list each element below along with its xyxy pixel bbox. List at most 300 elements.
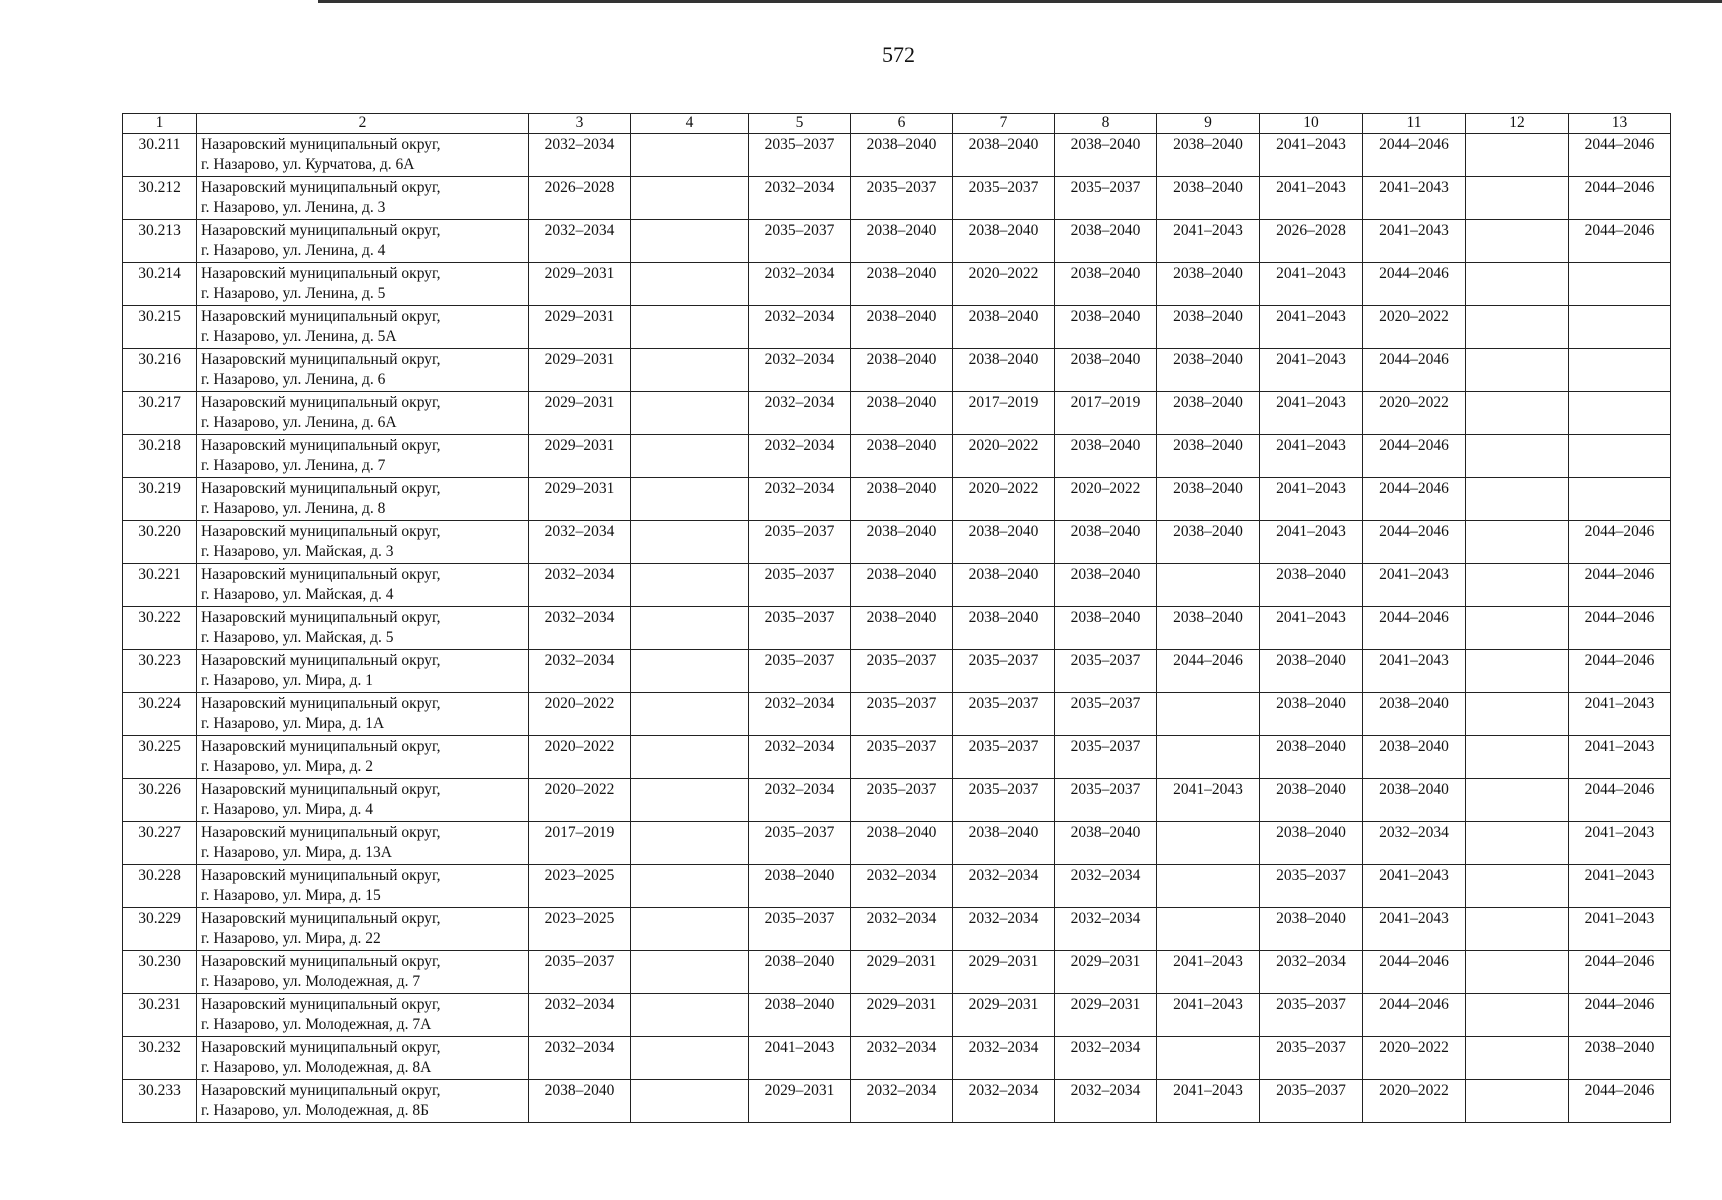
- period-cell-col-6: 2038–2040: [851, 822, 953, 865]
- period-cell-col-8: 2032–2034: [1055, 908, 1157, 951]
- period-cell-col-11: 2041–2043: [1363, 908, 1466, 951]
- address-district: Назаровский муниципальный округ,: [201, 609, 441, 626]
- period-cell-col-12: [1466, 779, 1569, 822]
- period-cell-col-9: 2041–2043: [1157, 951, 1260, 994]
- column-header-9: 9: [1157, 114, 1260, 134]
- address-district: Назаровский муниципальный округ,: [201, 394, 441, 411]
- address-district: Назаровский муниципальный округ,: [201, 1082, 441, 1099]
- period-cell-col-12: [1466, 564, 1569, 607]
- period-cell-col-5: 2035–2037: [749, 521, 851, 564]
- period-cell-col-5: 2032–2034: [749, 392, 851, 435]
- period-cell-col-6: 2035–2037: [851, 177, 953, 220]
- period-cell-col-3: 2029–2031: [529, 263, 631, 306]
- period-cell-col-8: 2035–2037: [1055, 736, 1157, 779]
- period-cell-col-12: [1466, 435, 1569, 478]
- period-cell-col-12: [1466, 220, 1569, 263]
- period-cell-col-8: 2038–2040: [1055, 220, 1157, 263]
- period-cell-col-3: 2032–2034: [529, 607, 631, 650]
- period-cell-col-11: 2038–2040: [1363, 693, 1466, 736]
- period-cell-col-13: [1569, 478, 1671, 521]
- table-row: [123, 865, 1671, 908]
- period-cell-col-4: [631, 134, 749, 177]
- period-cell-col-9: 2041–2043: [1157, 220, 1260, 263]
- address-district: Назаровский муниципальный округ,: [201, 824, 441, 841]
- period-cell-col-9: [1157, 865, 1260, 908]
- period-cell-col-10: 2038–2040: [1260, 908, 1363, 951]
- column-header-8: 8: [1055, 114, 1157, 134]
- address-district: Назаровский муниципальный округ,: [201, 179, 441, 196]
- period-cell-col-5: 2032–2034: [749, 779, 851, 822]
- period-cell-col-9: 2038–2040: [1157, 521, 1260, 564]
- period-cell-col-5: 2038–2040: [749, 865, 851, 908]
- period-cell-col-5: 2032–2034: [749, 435, 851, 478]
- row-number: 30.218: [123, 435, 197, 478]
- address-cell: [197, 822, 529, 865]
- period-cell-col-11: 2038–2040: [1363, 779, 1466, 822]
- table-row: [123, 779, 1671, 822]
- address-district: Назаровский муниципальный округ,: [201, 695, 441, 712]
- period-cell-col-4: [631, 435, 749, 478]
- period-cell-col-7: 2038–2040: [953, 134, 1055, 177]
- address-district: Назаровский муниципальный округ,: [201, 351, 441, 368]
- period-cell-col-5: 2035–2037: [749, 822, 851, 865]
- period-cell-col-3: 2026–2028: [529, 177, 631, 220]
- table-row: [123, 736, 1671, 779]
- period-cell-col-9: [1157, 1037, 1260, 1080]
- address-cell: [197, 779, 529, 822]
- period-cell-col-6: 2038–2040: [851, 435, 953, 478]
- address-district: Назаровский муниципальный округ,: [201, 1039, 441, 1056]
- row-number: 30.211: [123, 134, 197, 177]
- period-cell-col-9: [1157, 564, 1260, 607]
- period-cell-col-13: 2044–2046: [1569, 220, 1671, 263]
- period-cell-col-8: 2038–2040: [1055, 306, 1157, 349]
- period-cell-col-13: 2041–2043: [1569, 908, 1671, 951]
- period-cell-col-13: 2041–2043: [1569, 693, 1671, 736]
- period-cell-col-4: [631, 951, 749, 994]
- period-cell-col-12: [1466, 607, 1569, 650]
- period-cell-col-8: 2038–2040: [1055, 435, 1157, 478]
- period-cell-col-6: 2035–2037: [851, 779, 953, 822]
- period-cell-col-7: 2038–2040: [953, 349, 1055, 392]
- address-district: Назаровский муниципальный округ,: [201, 996, 441, 1013]
- period-cell-col-4: [631, 392, 749, 435]
- address-cell: [197, 865, 529, 908]
- period-cell-col-8: 2032–2034: [1055, 865, 1157, 908]
- period-cell-col-6: 2035–2037: [851, 693, 953, 736]
- table-row: [123, 263, 1671, 306]
- address-street: г. Назарово, ул. Ленина, д. 4: [201, 242, 386, 259]
- column-header-12: 12: [1466, 114, 1569, 134]
- period-cell-col-9: 2038–2040: [1157, 177, 1260, 220]
- column-header-6: 6: [851, 114, 953, 134]
- schedule-table: [122, 113, 1671, 1123]
- table-row: [123, 306, 1671, 349]
- table-row: [123, 220, 1671, 263]
- period-cell-col-8: 2029–2031: [1055, 951, 1157, 994]
- table-row: [123, 908, 1671, 951]
- period-cell-col-10: 2038–2040: [1260, 564, 1363, 607]
- table-row: [123, 349, 1671, 392]
- address-district: Назаровский муниципальный округ,: [201, 566, 441, 583]
- period-cell-col-11: 2020–2022: [1363, 392, 1466, 435]
- address-street: г. Назарово, ул. Молодежная, д. 7: [201, 973, 421, 990]
- table-row: [123, 521, 1671, 564]
- period-cell-col-13: [1569, 392, 1671, 435]
- address-district: Назаровский муниципальный округ,: [201, 953, 441, 970]
- address-street: г. Назарово, ул. Ленина, д. 7: [201, 457, 386, 474]
- period-cell-col-9: 2038–2040: [1157, 134, 1260, 177]
- period-cell-col-3: 2023–2025: [529, 908, 631, 951]
- period-cell-col-3: 2029–2031: [529, 349, 631, 392]
- period-cell-col-3: 2020–2022: [529, 693, 631, 736]
- period-cell-col-13: 2041–2043: [1569, 822, 1671, 865]
- period-cell-col-12: [1466, 349, 1569, 392]
- address-district: Назаровский муниципальный округ,: [201, 308, 441, 325]
- period-cell-col-11: 2044–2046: [1363, 607, 1466, 650]
- period-cell-col-8: 2038–2040: [1055, 607, 1157, 650]
- period-cell-col-5: 2029–2031: [749, 1080, 851, 1123]
- address-cell: [197, 1037, 529, 1080]
- period-cell-col-6: 2038–2040: [851, 349, 953, 392]
- period-cell-col-12: [1466, 1037, 1569, 1080]
- period-cell-col-6: 2038–2040: [851, 220, 953, 263]
- period-cell-col-10: 2041–2043: [1260, 607, 1363, 650]
- row-number: 30.219: [123, 478, 197, 521]
- period-cell-col-7: 2035–2037: [953, 650, 1055, 693]
- period-cell-col-11: 2044–2046: [1363, 349, 1466, 392]
- period-cell-col-9: 2038–2040: [1157, 478, 1260, 521]
- address-street: г. Назарово, ул. Мира, д. 1А: [201, 715, 385, 732]
- period-cell-col-4: [631, 693, 749, 736]
- address-cell: [197, 607, 529, 650]
- column-header-7: 7: [953, 114, 1055, 134]
- table-row: [123, 177, 1671, 220]
- period-cell-col-4: [631, 177, 749, 220]
- period-cell-col-3: 2032–2034: [529, 220, 631, 263]
- period-cell-col-3: 2032–2034: [529, 521, 631, 564]
- period-cell-col-9: [1157, 736, 1260, 779]
- address-street: г. Назарово, ул. Мира, д. 15: [201, 887, 381, 904]
- period-cell-col-9: 2041–2043: [1157, 994, 1260, 1037]
- period-cell-col-9: 2038–2040: [1157, 306, 1260, 349]
- period-cell-col-10: 2035–2037: [1260, 994, 1363, 1037]
- period-cell-col-11: 2020–2022: [1363, 306, 1466, 349]
- period-cell-col-12: [1466, 951, 1569, 994]
- address-street: г. Назарово, ул. Ленина, д. 3: [201, 199, 386, 216]
- period-cell-col-11: 2044–2046: [1363, 478, 1466, 521]
- period-cell-col-3: 2020–2022: [529, 736, 631, 779]
- period-cell-col-8: 2035–2037: [1055, 693, 1157, 736]
- period-cell-col-4: [631, 306, 749, 349]
- period-cell-col-10: 2038–2040: [1260, 736, 1363, 779]
- period-cell-col-5: 2038–2040: [749, 994, 851, 1037]
- address-district: Назаровский муниципальный округ,: [201, 738, 441, 755]
- period-cell-col-4: [631, 220, 749, 263]
- period-cell-col-3: 2029–2031: [529, 392, 631, 435]
- period-cell-col-8: 2038–2040: [1055, 521, 1157, 564]
- address-district: Назаровский муниципальный округ,: [201, 523, 441, 540]
- period-cell-col-7: 2032–2034: [953, 908, 1055, 951]
- period-cell-col-10: 2035–2037: [1260, 1080, 1363, 1123]
- period-cell-col-11: 2041–2043: [1363, 220, 1466, 263]
- column-header-1: 1: [123, 114, 197, 134]
- period-cell-col-4: [631, 865, 749, 908]
- period-cell-col-7: 2038–2040: [953, 607, 1055, 650]
- period-cell-col-13: 2044–2046: [1569, 1080, 1671, 1123]
- period-cell-col-6: 2038–2040: [851, 521, 953, 564]
- period-cell-col-5: 2035–2037: [749, 650, 851, 693]
- row-number: 30.221: [123, 564, 197, 607]
- row-number: 30.227: [123, 822, 197, 865]
- period-cell-col-11: 2044–2046: [1363, 521, 1466, 564]
- period-cell-col-12: [1466, 306, 1569, 349]
- period-cell-col-10: 2041–2043: [1260, 392, 1363, 435]
- address-district: Назаровский муниципальный округ,: [201, 136, 441, 153]
- period-cell-col-13: 2038–2040: [1569, 1037, 1671, 1080]
- row-number: 30.213: [123, 220, 197, 263]
- period-cell-col-8: 2038–2040: [1055, 564, 1157, 607]
- period-cell-col-7: 2038–2040: [953, 306, 1055, 349]
- table-row: [123, 607, 1671, 650]
- period-cell-col-9: 2041–2043: [1157, 1080, 1260, 1123]
- period-cell-col-4: [631, 607, 749, 650]
- period-cell-col-10: 2038–2040: [1260, 822, 1363, 865]
- period-cell-col-10: 2038–2040: [1260, 693, 1363, 736]
- period-cell-col-9: 2038–2040: [1157, 392, 1260, 435]
- period-cell-col-5: 2032–2034: [749, 177, 851, 220]
- address-street: г. Назарово, ул. Молодежная, д. 8А: [201, 1059, 432, 1076]
- address-cell: [197, 994, 529, 1037]
- address-cell: [197, 908, 529, 951]
- address-street: г. Назарово, ул. Ленина, д. 8: [201, 500, 386, 517]
- table-row: [123, 478, 1671, 521]
- period-cell-col-4: [631, 650, 749, 693]
- period-cell-col-11: 2044–2046: [1363, 951, 1466, 994]
- period-cell-col-11: 2044–2046: [1363, 435, 1466, 478]
- period-cell-col-4: [631, 908, 749, 951]
- column-header-13: 13: [1569, 114, 1671, 134]
- period-cell-col-3: 2032–2034: [529, 1037, 631, 1080]
- address-district: Назаровский муниципальный округ,: [201, 222, 441, 239]
- table-row: [123, 435, 1671, 478]
- period-cell-col-10: 2032–2034: [1260, 951, 1363, 994]
- period-cell-col-13: 2044–2046: [1569, 779, 1671, 822]
- address-cell: [197, 263, 529, 306]
- period-cell-col-3: 2023–2025: [529, 865, 631, 908]
- period-cell-col-8: 2035–2037: [1055, 650, 1157, 693]
- period-cell-col-9: [1157, 908, 1260, 951]
- period-cell-col-5: 2035–2037: [749, 908, 851, 951]
- period-cell-col-8: 2017–2019: [1055, 392, 1157, 435]
- period-cell-col-5: 2035–2037: [749, 220, 851, 263]
- period-cell-col-3: 2029–2031: [529, 435, 631, 478]
- period-cell-col-6: 2032–2034: [851, 1080, 953, 1123]
- period-cell-col-6: 2032–2034: [851, 865, 953, 908]
- address-cell: [197, 177, 529, 220]
- address-street: г. Назарово, ул. Ленина, д. 6: [201, 371, 386, 388]
- table-body: [123, 134, 1671, 1123]
- period-cell-col-11: 2044–2046: [1363, 994, 1466, 1037]
- period-cell-col-13: [1569, 435, 1671, 478]
- period-cell-col-12: [1466, 908, 1569, 951]
- period-cell-col-11: 2020–2022: [1363, 1080, 1466, 1123]
- period-cell-col-8: 2038–2040: [1055, 822, 1157, 865]
- address-street: г. Назарово, ул. Мира, д. 13А: [201, 844, 392, 861]
- period-cell-col-12: [1466, 693, 1569, 736]
- column-header-11: 11: [1363, 114, 1466, 134]
- address-cell: [197, 564, 529, 607]
- address-cell: [197, 134, 529, 177]
- period-cell-col-4: [631, 521, 749, 564]
- period-cell-col-11: 2041–2043: [1363, 564, 1466, 607]
- period-cell-col-6: 2032–2034: [851, 908, 953, 951]
- period-cell-col-8: 2038–2040: [1055, 134, 1157, 177]
- period-cell-col-10: 2041–2043: [1260, 306, 1363, 349]
- period-cell-col-7: 2029–2031: [953, 994, 1055, 1037]
- header-row: [123, 114, 1671, 134]
- period-cell-col-13: [1569, 263, 1671, 306]
- table-header: [123, 114, 1671, 134]
- period-cell-col-10: 2041–2043: [1260, 435, 1363, 478]
- period-cell-col-12: [1466, 392, 1569, 435]
- address-cell: [197, 951, 529, 994]
- period-cell-col-4: [631, 994, 749, 1037]
- address-street: г. Назарово, ул. Мира, д. 2: [201, 758, 374, 775]
- row-number: 30.220: [123, 521, 197, 564]
- period-cell-col-8: 2038–2040: [1055, 263, 1157, 306]
- table-row: [123, 134, 1671, 177]
- period-cell-col-4: [631, 564, 749, 607]
- period-cell-col-6: 2038–2040: [851, 134, 953, 177]
- row-number: 30.223: [123, 650, 197, 693]
- address-cell: [197, 521, 529, 564]
- period-cell-col-6: 2035–2037: [851, 650, 953, 693]
- period-cell-col-8: 2032–2034: [1055, 1080, 1157, 1123]
- table-row: [123, 1080, 1671, 1123]
- row-number: 30.217: [123, 392, 197, 435]
- address-cell: [197, 693, 529, 736]
- row-number: 30.231: [123, 994, 197, 1037]
- address-cell: [197, 220, 529, 263]
- period-cell-col-10: 2035–2037: [1260, 865, 1363, 908]
- column-header-3: 3: [529, 114, 631, 134]
- address-cell: [197, 736, 529, 779]
- period-cell-col-6: 2038–2040: [851, 478, 953, 521]
- page-number: 572: [882, 42, 915, 67]
- table-row: [123, 564, 1671, 607]
- period-cell-col-7: 2032–2034: [953, 1037, 1055, 1080]
- period-cell-col-7: 2017–2019: [953, 392, 1055, 435]
- period-cell-col-13: 2041–2043: [1569, 865, 1671, 908]
- period-cell-col-4: [631, 263, 749, 306]
- period-cell-col-10: 2041–2043: [1260, 263, 1363, 306]
- row-number: 30.222: [123, 607, 197, 650]
- period-cell-col-13: [1569, 349, 1671, 392]
- column-header-5: 5: [749, 114, 851, 134]
- row-number: 30.232: [123, 1037, 197, 1080]
- address-district: Назаровский муниципальный округ,: [201, 265, 441, 282]
- period-cell-col-7: 2035–2037: [953, 779, 1055, 822]
- period-cell-col-13: 2044–2046: [1569, 564, 1671, 607]
- period-cell-col-5: 2035–2037: [749, 134, 851, 177]
- period-cell-col-6: 2035–2037: [851, 736, 953, 779]
- row-number: 30.216: [123, 349, 197, 392]
- column-header-4: 4: [631, 114, 749, 134]
- period-cell-col-12: [1466, 865, 1569, 908]
- address-street: г. Назарово, ул. Майская, д. 4: [201, 586, 394, 603]
- period-cell-col-5: 2035–2037: [749, 564, 851, 607]
- period-cell-col-6: 2029–2031: [851, 994, 953, 1037]
- period-cell-col-4: [631, 1080, 749, 1123]
- period-cell-col-7: 2032–2034: [953, 865, 1055, 908]
- period-cell-col-3: 2029–2031: [529, 478, 631, 521]
- period-cell-col-10: 2038–2040: [1260, 650, 1363, 693]
- table-row: [123, 1037, 1671, 1080]
- top-rule: [318, 0, 1722, 3]
- address-district: Назаровский муниципальный округ,: [201, 480, 441, 497]
- address-street: г. Назарово, ул. Курчатова, д. 6А: [201, 156, 415, 173]
- period-cell-col-8: 2029–2031: [1055, 994, 1157, 1037]
- period-cell-col-3: 2029–2031: [529, 306, 631, 349]
- period-cell-col-9: 2038–2040: [1157, 607, 1260, 650]
- address-street: г. Назарово, ул. Мира, д. 1: [201, 672, 374, 689]
- column-header-2: 2: [197, 114, 529, 134]
- period-cell-col-10: 2041–2043: [1260, 478, 1363, 521]
- period-cell-col-12: [1466, 822, 1569, 865]
- period-cell-col-10: 2026–2028: [1260, 220, 1363, 263]
- period-cell-col-8: 2035–2037: [1055, 177, 1157, 220]
- period-cell-col-11: 2038–2040: [1363, 736, 1466, 779]
- address-cell: [197, 306, 529, 349]
- period-cell-col-11: 2041–2043: [1363, 865, 1466, 908]
- period-cell-col-13: 2044–2046: [1569, 134, 1671, 177]
- period-cell-col-4: [631, 822, 749, 865]
- period-cell-col-13: 2044–2046: [1569, 521, 1671, 564]
- address-street: г. Назарово, ул. Молодежная, д. 8Б: [201, 1102, 429, 1119]
- table-row: [123, 392, 1671, 435]
- period-cell-col-13: 2041–2043: [1569, 736, 1671, 779]
- row-number: 30.214: [123, 263, 197, 306]
- period-cell-col-7: 2020–2022: [953, 263, 1055, 306]
- address-cell: [197, 1080, 529, 1123]
- column-header-10: 10: [1260, 114, 1363, 134]
- table-row: [123, 650, 1671, 693]
- period-cell-col-13: 2044–2046: [1569, 607, 1671, 650]
- period-cell-col-11: 2044–2046: [1363, 134, 1466, 177]
- address-cell: [197, 392, 529, 435]
- row-number: 30.230: [123, 951, 197, 994]
- row-number: 30.225: [123, 736, 197, 779]
- period-cell-col-6: 2029–2031: [851, 951, 953, 994]
- row-number: 30.226: [123, 779, 197, 822]
- period-cell-col-13: 2044–2046: [1569, 994, 1671, 1037]
- period-cell-col-10: 2035–2037: [1260, 1037, 1363, 1080]
- address-street: г. Назарово, ул. Майская, д. 5: [201, 629, 394, 646]
- period-cell-col-7: 2020–2022: [953, 435, 1055, 478]
- period-cell-col-9: 2038–2040: [1157, 349, 1260, 392]
- period-cell-col-4: [631, 1037, 749, 1080]
- address-cell: [197, 650, 529, 693]
- period-cell-col-12: [1466, 478, 1569, 521]
- period-cell-col-9: 2038–2040: [1157, 435, 1260, 478]
- period-cell-col-3: 2035–2037: [529, 951, 631, 994]
- period-cell-col-3: 2032–2034: [529, 564, 631, 607]
- period-cell-col-7: 2038–2040: [953, 220, 1055, 263]
- period-cell-col-12: [1466, 177, 1569, 220]
- period-cell-col-12: [1466, 994, 1569, 1037]
- period-cell-col-9: [1157, 693, 1260, 736]
